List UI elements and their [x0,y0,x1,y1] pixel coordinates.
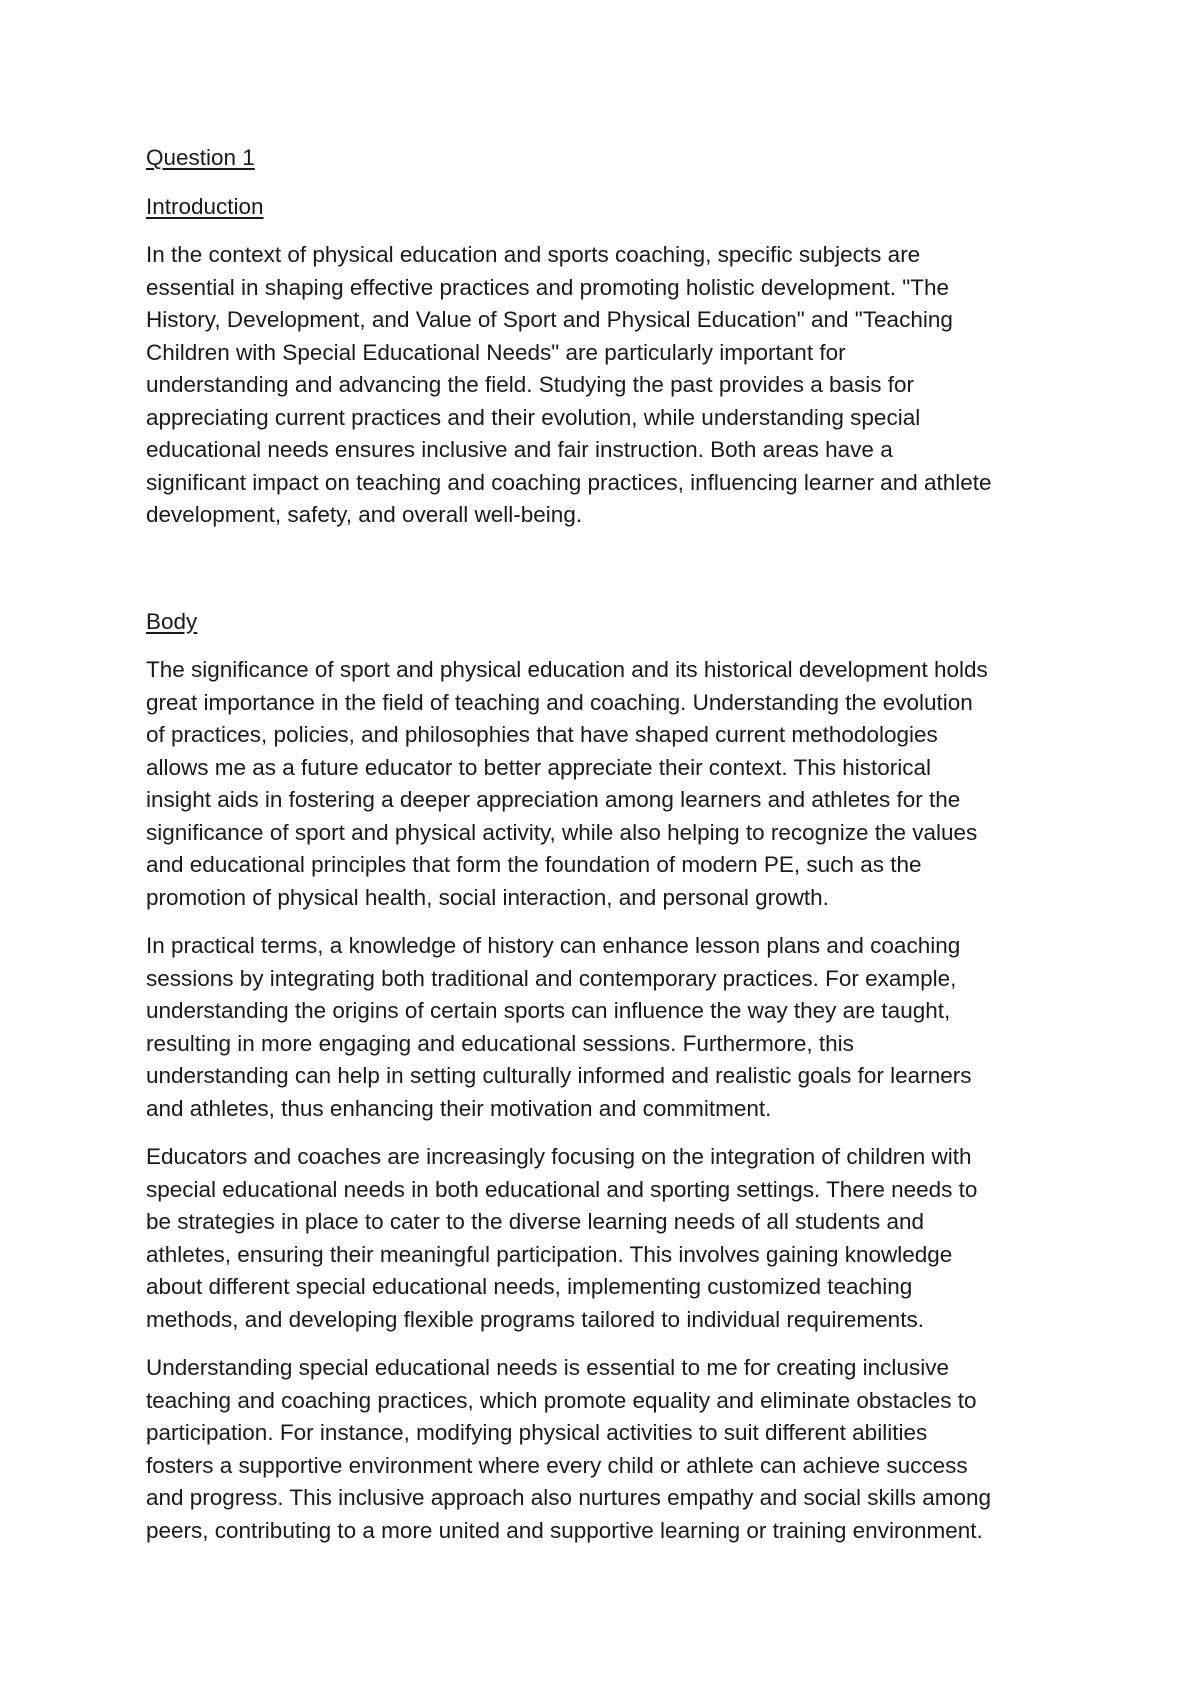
text-line: special educational needs in both educational and sporting settings. There needs to [146,1176,978,1202]
text-line: participation. For instance, modifying physical activities to suit different abilities [146,1420,928,1445]
text-line: methods, and developing flexible programs tailored to individual requirements. [146,1306,924,1332]
text-line: In practical terms, a knowledge of history can enhance lesson plans and coaching [146,933,961,958]
intro-heading: Introduction [146,193,264,219]
body-heading: Body [146,608,198,634]
text-line: In the context of physical education and sports coaching, specific subjects are [146,242,921,267]
text-line: development, safety, and overall well-being. [146,502,583,527]
text-line: peers, contributing to a more united and supportive learning or training environment. [146,1517,983,1543]
text-line: Understanding special educational needs is essential to me for creating inclusive [146,1355,949,1380]
body-paragraph-2 [146,930,1076,1125]
text-line: appreciating current practices and their evolution, while understanding special [146,404,921,430]
text-line: about different special educational needs, implementing customized teaching [146,1274,913,1299]
text-line: and athletes, thus enhancing their motivation and commitment. [146,1095,772,1121]
body-paragraph-3 [146,1141,1076,1336]
text-line: allows me as a future educator to better appreciate their context. This historical [146,754,931,780]
text-line: resulting in more engaging and educational sessions. Furthermore, this [146,1030,854,1056]
text-line: be strategies in place to cater to the diverse learning needs of all students and [146,1209,924,1234]
text-line: insight aids in fostering a deeper appreciation among learners and athletes for the [146,787,961,812]
text-line: History, Development, and Value of Sport and Physical Education" and "Teaching [146,307,953,332]
body-paragraph-4 [146,1352,1076,1547]
intro-paragraph [146,239,1076,532]
text-line: Children with Special Educational Needs" are particularly important for [146,339,846,365]
section-spacer [146,548,1076,606]
text-line: athletes, ensuring their meaningful participation. This involves gaining knowledge [146,1241,953,1267]
body-paragraph-1 [146,654,1076,914]
text-line: teaching and coaching practices, which promote equality and eliminate obstacles to [146,1387,977,1413]
document-content [146,142,1076,1563]
text-line: essential in shaping effective practices and promoting holistic development. "The [146,274,950,300]
text-line: Educators and coaches are increasingly focusing on the integration of children with [146,1144,972,1169]
text-line: and educational principles that form the foundation of modern PE, such as the [146,852,922,877]
text-line: understanding and advancing the field. Studying the past provides a basis for [146,372,915,397]
text-line: understanding can help in setting culturally informed and realistic goals for learners [146,1063,972,1088]
text-line: significance of sport and physical activity, while also helping to recognize the values [146,819,978,845]
text-line: significant impact on teaching and coaching practices, influencing learner and athlete [146,469,992,495]
text-line: fosters a supportive environment where every child or athlete can achieve success [146,1452,968,1478]
text-line: sessions by integrating both traditional and contemporary practices. For example, [146,965,957,991]
text-line: and progress. This inclusive approach also nurtures empathy and social skills among [146,1485,992,1510]
text-line: great importance in the field of teaching and coaching. Understanding the evolution [146,689,973,715]
text-line: understanding the origins of certain sports can influence the way they are taught, [146,998,951,1023]
text-line: The significance of sport and physical education and its historical development holds [146,657,988,682]
question-title: Question 1 [146,145,255,170]
text-line: promotion of physical health, social interaction, and personal growth. [146,884,829,910]
text-line: educational needs ensures inclusive and fair instruction. Both areas have a [146,437,893,462]
text-line: of practices, policies, and philosophies that have shaped current methodologies [146,722,938,747]
